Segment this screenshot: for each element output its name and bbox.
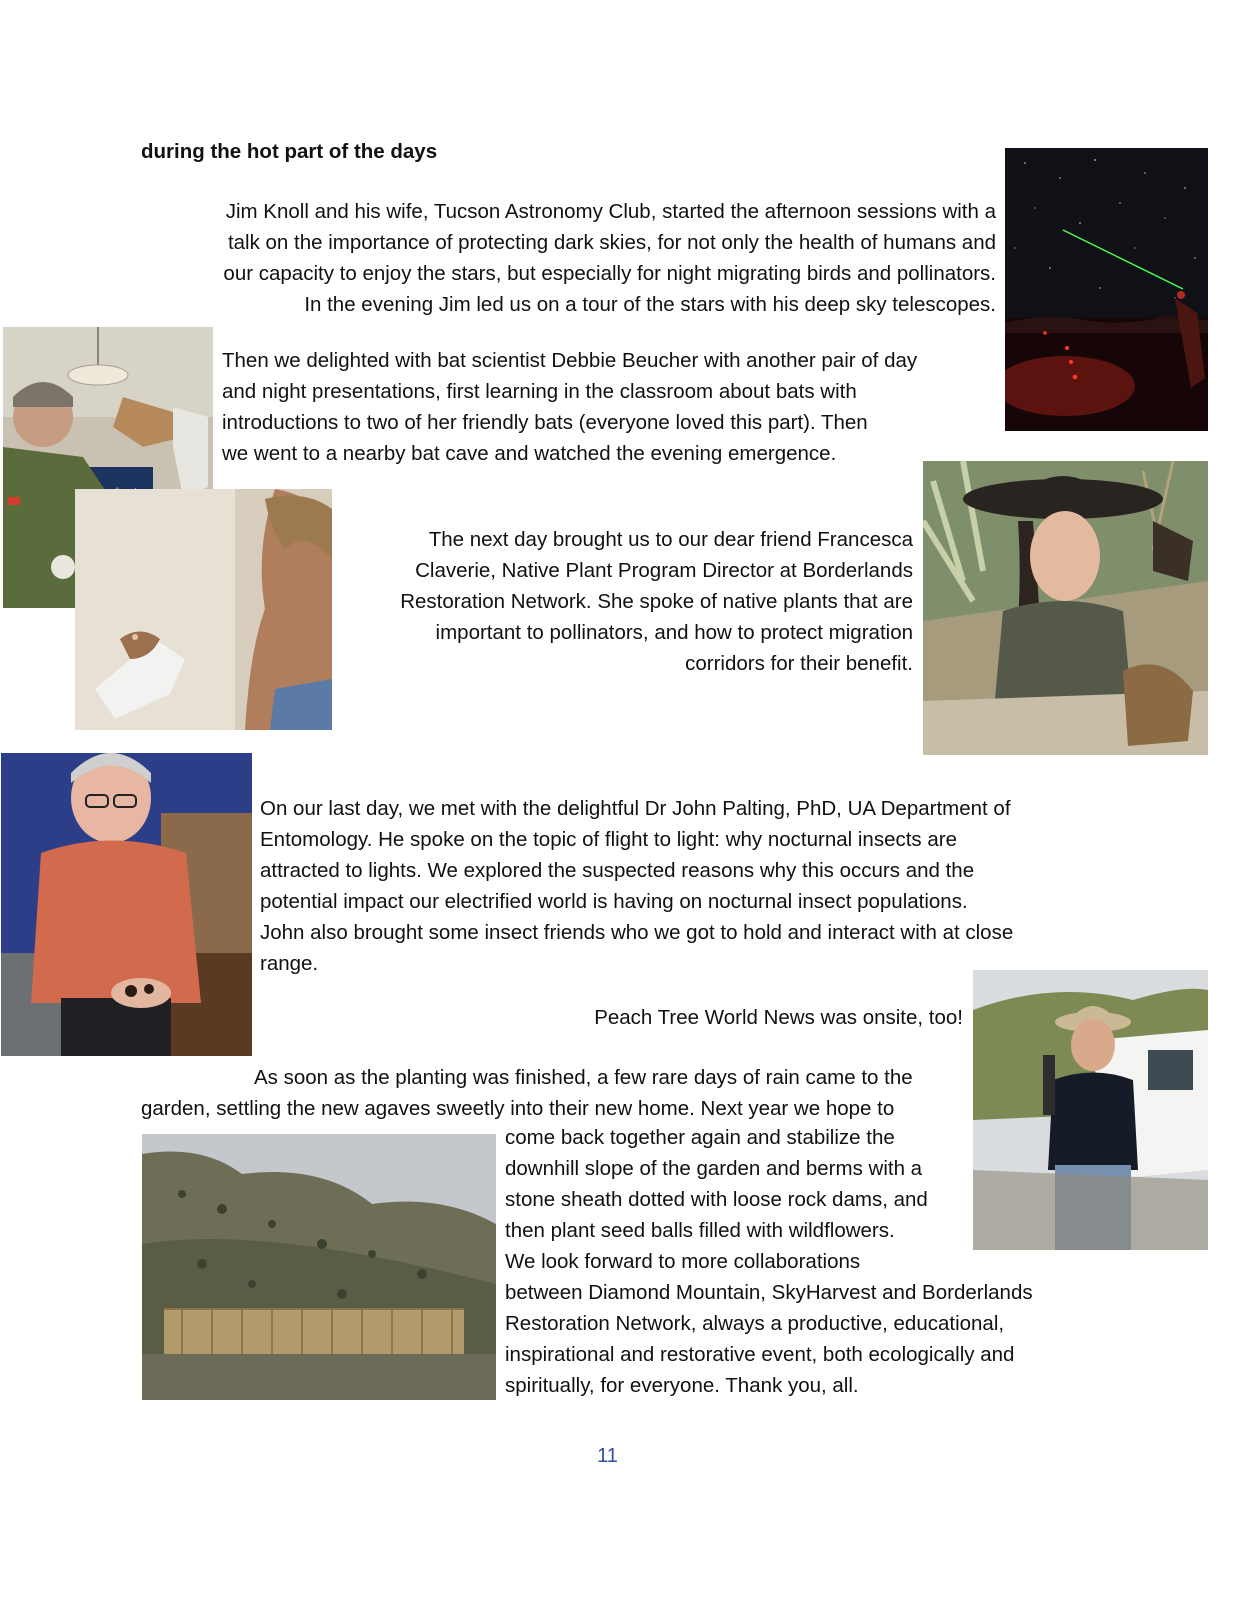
text-line: important to pollinators, and how to protect migration bbox=[435, 621, 913, 644]
plants-paragraph bbox=[340, 524, 913, 679]
text-line: Claverie, Native Plant Program Director at Borderlands bbox=[415, 559, 913, 582]
text-line: John also brought some insect friends who we got to hold and interact with at close bbox=[260, 921, 1014, 944]
text-line: inspirational and restorative event, both ecologically and bbox=[505, 1343, 1015, 1366]
text-line: Then we delighted with bat scientist Debbie Beucher with another pair of day bbox=[222, 349, 918, 372]
rain-paragraph bbox=[141, 1062, 956, 1124]
text-line: spiritually, for everyone. Thank you, all. bbox=[505, 1374, 859, 1397]
text-line: On our last day, we met with the delightful Dr John Palting, PhD, UA Department of bbox=[260, 797, 1011, 820]
insects-paragraph bbox=[260, 793, 1090, 979]
page-number: 11 bbox=[597, 1445, 618, 1467]
text-line: talk on the importance of protecting dark skies, for not only the health of humans and bbox=[227, 231, 996, 254]
text-line: we went to a nearby bat cave and watched the evening emergence. bbox=[222, 442, 837, 465]
bats-paragraph bbox=[222, 345, 1002, 469]
text-line: stone sheath dotted with loose rock dams, and bbox=[505, 1188, 928, 1211]
text-line: Restoration Network. She spoke of native plants that are bbox=[400, 590, 913, 613]
francesca-photo bbox=[923, 461, 1208, 755]
text-line: and night presentations, first learning in the classroom about bats with bbox=[222, 380, 857, 403]
text-line: Restoration Network, always a productive, educational, bbox=[505, 1312, 1005, 1335]
text-line: introductions to two of her friendly bats (everyone loved this part). Then bbox=[222, 411, 868, 434]
text-line: garden, settling the new agaves sweetly into their new home. Next year we hope to bbox=[141, 1097, 895, 1120]
closing-paragraph bbox=[505, 1122, 1085, 1401]
text-line: Entomology. He spoke on the topic of flight to light: why nocturnal insects are bbox=[260, 828, 957, 851]
text-line: As soon as the planting was finished, a few rare days of rain came to the bbox=[254, 1066, 913, 1089]
john-palting-photo bbox=[1, 753, 252, 1056]
text-line: We look forward to more collaborations bbox=[505, 1250, 861, 1273]
news-line: Peach Tree World News was onsite, too! bbox=[594, 1006, 963, 1029]
bat-closeup-photo bbox=[75, 489, 332, 730]
garden-hillside-photo bbox=[142, 1134, 496, 1400]
text-line: our capacity to enjoy the stars, but especially for night migrating birds and pollinators. bbox=[223, 262, 996, 285]
text-line: potential impact our electrified world is having on nocturnal insect populations. bbox=[260, 890, 968, 913]
text-line: The next day brought us to our dear friend Francesca bbox=[428, 528, 913, 551]
text-line: range. bbox=[260, 952, 319, 975]
text-line: corridors for their benefit. bbox=[685, 652, 913, 675]
section-heading: during the hot part of the days bbox=[141, 140, 438, 163]
text-line: then plant seed balls filled with wildflowers. bbox=[505, 1219, 895, 1242]
text-line: between Diamond Mountain, SkyHarvest and Borderlands bbox=[505, 1281, 1033, 1304]
text-line: In the evening Jim led us on a tour of the stars with his deep sky telescopes. bbox=[304, 293, 996, 316]
text-line: downhill slope of the garden and berms with a bbox=[505, 1157, 923, 1180]
text-line: Jim Knoll and his wife, Tucson Astronomy Club, started the afternoon sessions with a bbox=[225, 200, 996, 223]
text-line: come back together again and stabilize the bbox=[505, 1126, 895, 1149]
text-line: attracted to lights. We explored the suspected reasons why this occurs and the bbox=[260, 859, 975, 882]
astronomy-paragraph bbox=[110, 196, 996, 320]
night-sky-photo bbox=[1005, 148, 1208, 431]
